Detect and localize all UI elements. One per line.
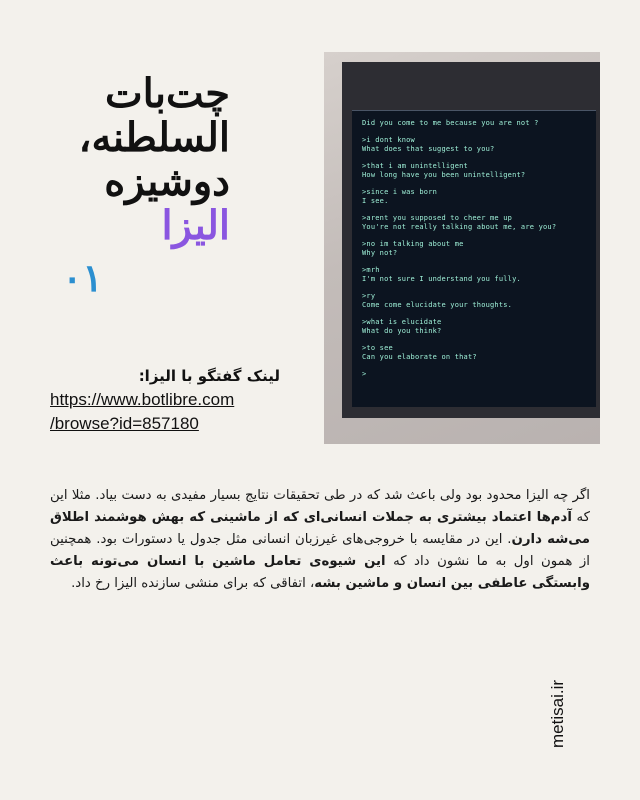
body-bold-2: این شیوه‌ی تعامل ماشین با انسان می‌تونه باعث وابستگی عاطفی بین انسان و ماشین بشه (50, 554, 590, 591)
chat-link-block (50, 364, 280, 436)
terminal-gap (362, 128, 556, 136)
terminal-user-input: >arent you supposed to cheer me up (362, 214, 513, 222)
terminal-user-input: >to see (362, 344, 393, 352)
monitor-bezel (342, 62, 600, 418)
title-line-3: دوشیزه (104, 158, 230, 205)
terminal-eliza-reply: Come come elucidate your thoughts. (362, 301, 513, 309)
terminal-gap (362, 206, 556, 214)
terminal-gap (362, 154, 556, 162)
terminal-user-input: >since i was born (362, 188, 438, 196)
terminal-eliza-reply: Did you come to me because you are not ? (362, 119, 539, 127)
terminal-gap (362, 336, 556, 344)
body-bold-1: آدم‌ها اعتماد بیشتری به جملات انسانی‌ای که از ماشینی که بهش هوشمند اطلاق می‌شه دارن (50, 510, 590, 547)
terminal-eliza-reply: Can you elaborate on that? (362, 353, 477, 361)
terminal-photo (324, 52, 600, 444)
terminal-eliza-reply: You're not really talking about me, are you? (362, 223, 557, 231)
chat-link-url-part1[interactable]: https://www.botlibre.com (50, 390, 235, 409)
terminal-user-input: >what is elucidate (362, 318, 442, 326)
terminal-eliza-reply: I see. (362, 197, 389, 205)
chat-link-url-part2[interactable]: /browse?id=857180 (50, 414, 199, 433)
chat-link-label: لینک گفتگو با الیزا: (138, 367, 280, 385)
site-watermark[interactable]: metisai.ir (548, 679, 567, 748)
terminal-gap (362, 362, 556, 370)
title-line-1: چت‌بات (105, 70, 230, 117)
title-line-2: السلطنه، (78, 114, 230, 161)
terminal-eliza-reply: How long have you been unintelligent? (362, 171, 526, 179)
body-text-3: ، اتفاقی که برای منشی سازنده الیزا رخ داد. (71, 576, 315, 591)
body-text-2: . این در مقایسه با خروجی‌های غیرزبان انسانی مثل جدول یا دستورات بود. همچنین از همون اول به ما نشون داد که (50, 532, 590, 569)
terminal-gap (362, 258, 556, 266)
body-paragraph (50, 485, 590, 595)
terminal-user-input: >ry (362, 292, 376, 300)
terminal-user-input: >no im talking about me (362, 240, 464, 248)
terminal-user-input: > (362, 370, 367, 378)
terminal-gap (362, 284, 556, 292)
terminal-eliza-reply: Why not? (362, 249, 398, 257)
terminal-user-input: >mrh (362, 266, 380, 274)
terminal-user-input: >that i am unintelligent (362, 162, 468, 170)
terminal-eliza-reply: What does that suggest to you? (362, 145, 495, 153)
title-accent-eliza: الیزا (161, 202, 230, 249)
body-text-1: اگر چه الیزا محدود بود ولی باعث شد که در طی تحقیقات نتایج بسیار مفیدی به دست بیاد. مثلا این که (50, 488, 590, 525)
post-title (60, 72, 230, 248)
terminal-eliza-reply: What do you think? (362, 327, 442, 335)
terminal-screen (352, 110, 596, 407)
terminal-user-input: >i dont know (362, 136, 415, 144)
terminal-gap (362, 310, 556, 318)
terminal-transcript (362, 119, 556, 379)
terminal-gap (362, 232, 556, 240)
terminal-eliza-reply: I'm not sure I understand you fully. (362, 275, 521, 283)
terminal-gap (362, 180, 556, 188)
episode-number: ۰۱ (62, 255, 103, 300)
